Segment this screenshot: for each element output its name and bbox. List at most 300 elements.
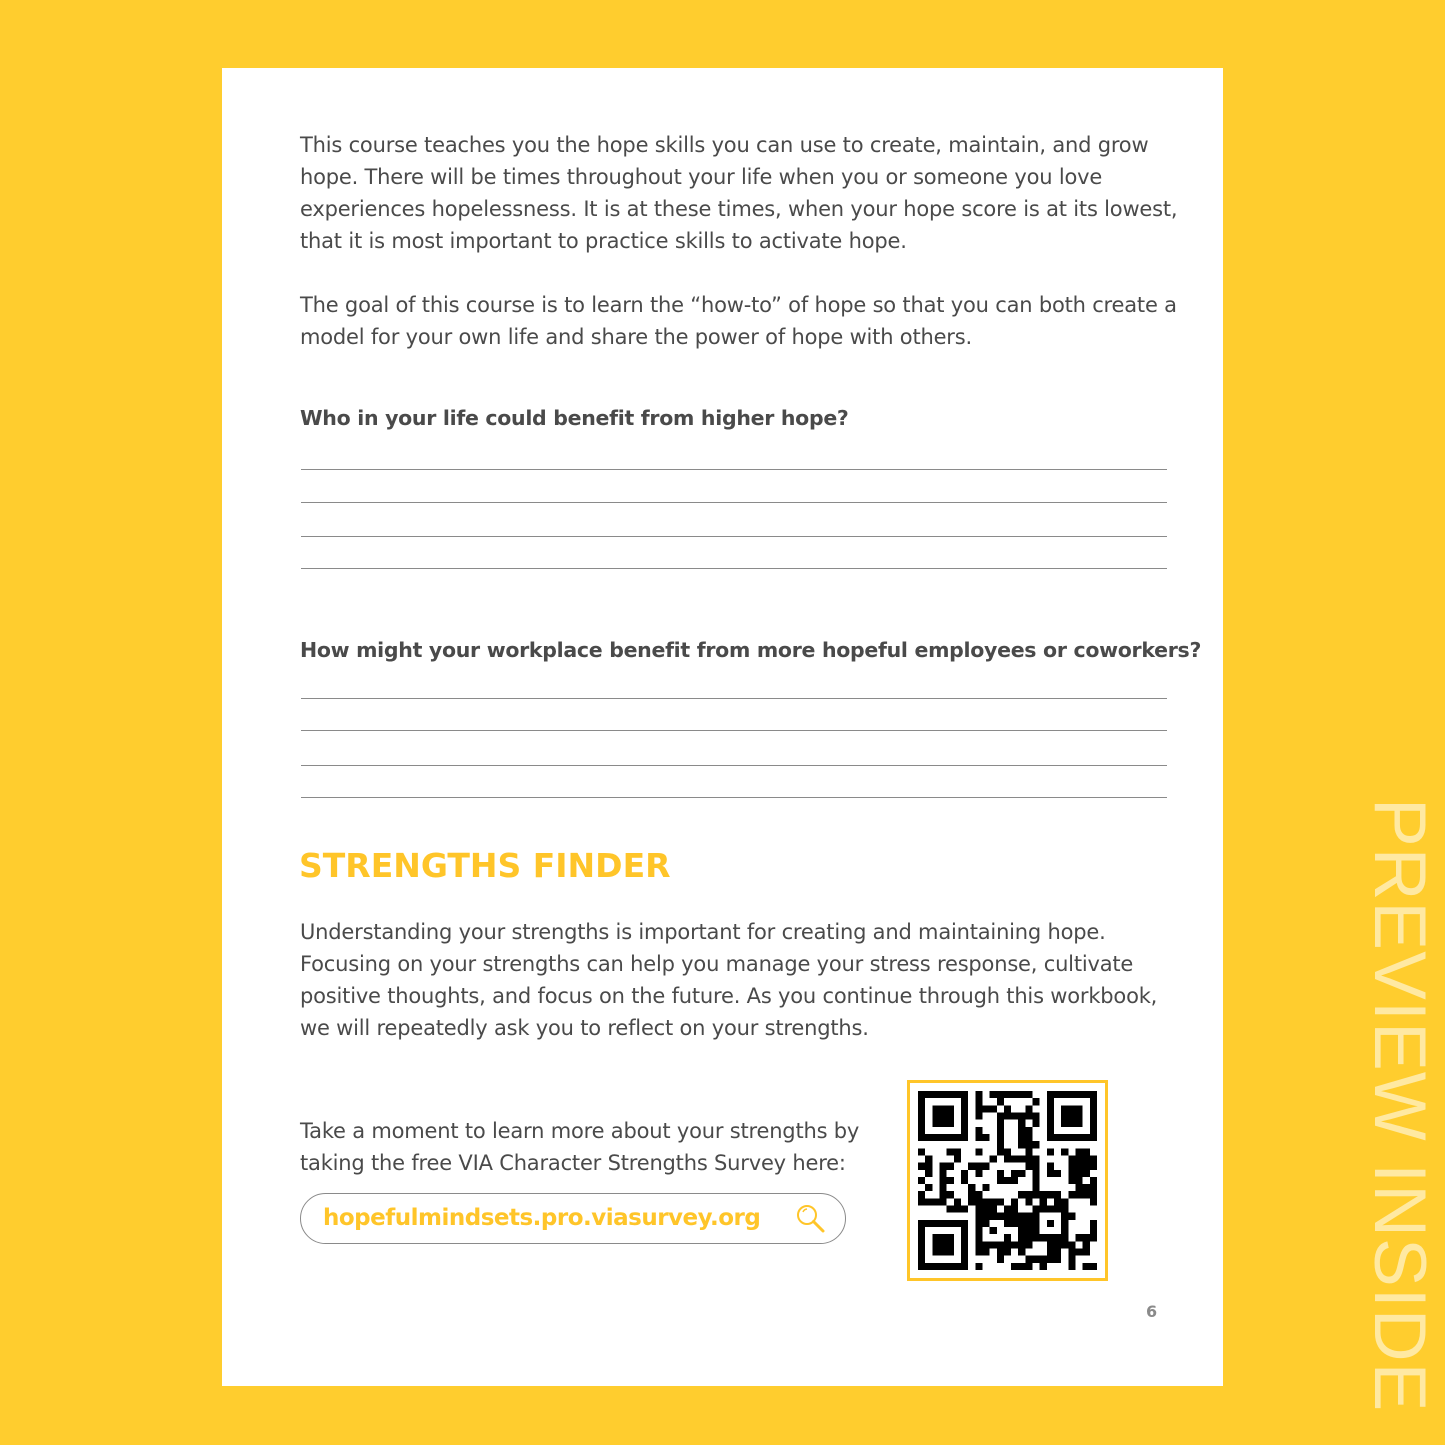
qr-module <box>918 1227 925 1234</box>
qr-module <box>1083 1163 1090 1170</box>
qr-module <box>968 1198 975 1205</box>
qr-module <box>1004 1213 1011 1220</box>
text-line: This course teaches you the hope skills you can use to create, maintain, and grow <box>300 133 1149 157</box>
search-icon <box>795 1203 827 1235</box>
qr-module <box>1040 1256 1047 1263</box>
qr-module <box>1047 1134 1054 1141</box>
qr-module <box>1033 1256 1040 1263</box>
text-line: we will repeatedly ask you to reflect on your strengths. <box>300 1016 869 1040</box>
qr-module <box>1047 1091 1054 1098</box>
qr-module <box>1076 1177 1083 1184</box>
qr-module <box>1090 1134 1097 1141</box>
qr-module <box>1004 1220 1011 1227</box>
qr-module <box>1011 1220 1018 1227</box>
page-number: 6 <box>1146 1302 1158 1321</box>
answer-line[interactable] <box>301 469 1167 470</box>
text-line: positive thoughts, and focus on the future. As you continue through this workbook, <box>300 984 1158 1008</box>
survey-instructions <box>300 1115 880 1179</box>
qr-module <box>918 1191 925 1198</box>
qr-module <box>1011 1241 1018 1248</box>
text-line: that it is most important to practice skills to activate hope. <box>300 229 907 253</box>
qr-module <box>1018 1091 1025 1098</box>
text-line: model for your own life and share the power of hope with others. <box>300 325 972 349</box>
qr-module <box>1076 1112 1083 1119</box>
qr-module <box>939 1112 946 1119</box>
qr-module <box>1047 1170 1054 1177</box>
qr-module <box>1025 1141 1032 1148</box>
text-line: experiences hopelessness. It is at these times, when your hope score is at its lowest, <box>300 197 1178 221</box>
qr-module <box>918 1112 925 1119</box>
qr-module <box>1025 1241 1032 1248</box>
qr-module <box>1047 1163 1054 1170</box>
qr-module <box>939 1263 946 1270</box>
qr-module <box>975 1105 982 1112</box>
qr-module <box>975 1241 982 1248</box>
qr-module <box>1054 1091 1061 1098</box>
qr-module <box>1083 1241 1090 1248</box>
qr-module <box>932 1234 939 1241</box>
qr-module <box>961 1256 968 1263</box>
qr-module <box>1083 1263 1090 1270</box>
qr-module <box>982 1213 989 1220</box>
qr-module <box>1047 1191 1054 1198</box>
qr-module <box>939 1163 946 1170</box>
text-line: Focusing on your strengths can help you manage your stress response, cultivate <box>300 952 1134 976</box>
qr-module <box>1054 1134 1061 1141</box>
qr-module <box>990 1241 997 1248</box>
qr-module <box>1061 1112 1068 1119</box>
qr-module <box>975 1163 982 1170</box>
qr-module <box>1054 1198 1061 1205</box>
qr-module <box>1033 1191 1040 1198</box>
qr-module <box>1083 1148 1090 1155</box>
qr-module <box>1090 1263 1097 1270</box>
qr-module <box>1004 1105 1011 1112</box>
qr-module <box>1061 1105 1068 1112</box>
qr-module <box>939 1220 946 1227</box>
qr-module <box>1025 1220 1032 1227</box>
qr-module <box>997 1091 1004 1098</box>
qr-module <box>918 1134 925 1141</box>
qr-module <box>1011 1112 1018 1119</box>
qr-code[interactable] <box>907 1080 1108 1281</box>
qr-module <box>925 1198 932 1205</box>
qr-module <box>947 1249 954 1256</box>
qr-module <box>1040 1198 1047 1205</box>
qr-module <box>925 1091 932 1098</box>
answer-line[interactable] <box>301 797 1167 798</box>
qr-module <box>918 1163 925 1170</box>
qr-module <box>954 1148 961 1155</box>
qr-module <box>990 1105 997 1112</box>
qr-module <box>990 1091 997 1098</box>
qr-module <box>982 1163 989 1170</box>
qr-module <box>1025 1091 1032 1098</box>
qr-module <box>1025 1198 1032 1205</box>
qr-module <box>1025 1148 1032 1155</box>
qr-module <box>1090 1155 1097 1162</box>
qr-module <box>1047 1241 1054 1248</box>
qr-module <box>1054 1206 1061 1213</box>
qr-module <box>1011 1091 1018 1098</box>
qr-module <box>1076 1191 1083 1198</box>
answer-line[interactable] <box>301 698 1167 699</box>
qr-module <box>975 1091 982 1098</box>
qr-module <box>1090 1198 1097 1205</box>
qr-module <box>997 1148 1004 1155</box>
qr-module <box>1004 1177 1011 1184</box>
qr-module <box>997 1198 1004 1205</box>
qr-module <box>1083 1184 1090 1191</box>
qr-module <box>925 1170 932 1177</box>
qr-module <box>1068 1112 1075 1119</box>
qr-module <box>939 1091 946 1098</box>
answer-line[interactable] <box>301 568 1167 569</box>
preview-inside-label: PREVIEW INSIDE <box>1359 798 1440 1413</box>
qr-module <box>982 1184 989 1191</box>
qr-module <box>1033 1184 1040 1191</box>
qr-module <box>1047 1120 1054 1127</box>
qr-module <box>997 1112 1004 1119</box>
qr-module <box>918 1120 925 1127</box>
qr-module <box>1018 1170 1025 1177</box>
qr-module <box>1011 1206 1018 1213</box>
qr-module <box>1068 1105 1075 1112</box>
qr-module <box>1004 1148 1011 1155</box>
qr-module <box>982 1249 989 1256</box>
qr-module <box>1061 1120 1068 1127</box>
qr-module <box>997 1249 1004 1256</box>
qr-module <box>1047 1148 1054 1155</box>
qr-module <box>947 1148 954 1155</box>
qr-module <box>939 1120 946 1127</box>
qr-module <box>1083 1155 1090 1162</box>
qr-module <box>961 1220 968 1227</box>
qr-module <box>990 1213 997 1220</box>
qr-module <box>975 1227 982 1234</box>
qr-module <box>1090 1191 1097 1198</box>
qr-module <box>918 1098 925 1105</box>
qr-module <box>982 1105 989 1112</box>
qr-module <box>1033 1112 1040 1119</box>
qr-module <box>954 1155 961 1162</box>
qr-module <box>1076 1091 1083 1098</box>
qr-module <box>1054 1249 1061 1256</box>
qr-module <box>997 1127 1004 1134</box>
qr-module <box>1090 1220 1097 1227</box>
qr-module <box>932 1249 939 1256</box>
qr-module <box>932 1120 939 1127</box>
qr-module <box>1004 1155 1011 1162</box>
qr-module <box>1033 1220 1040 1227</box>
qr-module <box>932 1105 939 1112</box>
qr-module <box>1018 1155 1025 1162</box>
qr-module <box>1018 1227 1025 1234</box>
qr-module <box>975 1170 982 1177</box>
qr-module <box>1061 1220 1068 1227</box>
text-line: Understanding your strengths is important for creating and maintaining hope. <box>300 920 1106 944</box>
qr-module <box>997 1098 1004 1105</box>
qr-module <box>1054 1234 1061 1241</box>
qr-module <box>1025 1163 1032 1170</box>
qr-module <box>961 1177 968 1184</box>
qr-module <box>939 1191 946 1198</box>
qr-module <box>1025 1263 1032 1270</box>
qr-module <box>1068 1155 1075 1162</box>
text-line: taking the free VIA Character Strengths Survey here: <box>300 1151 846 1175</box>
qr-module <box>1068 1249 1075 1256</box>
qr-module <box>997 1170 1004 1177</box>
qr-module <box>918 1127 925 1134</box>
qr-module <box>1090 1227 1097 1234</box>
qr-module <box>975 1213 982 1220</box>
qr-module <box>1040 1206 1047 1213</box>
qr-module <box>1068 1134 1075 1141</box>
qr-module <box>997 1134 1004 1141</box>
survey-url-bar[interactable] <box>300 1193 846 1244</box>
qr-module <box>947 1241 954 1248</box>
qr-module <box>947 1091 954 1098</box>
qr-module <box>1083 1234 1090 1241</box>
qr-module <box>961 1134 968 1141</box>
qr-module <box>1025 1155 1032 1162</box>
qr-module <box>947 1112 954 1119</box>
qr-module <box>947 1120 954 1127</box>
qr-module <box>939 1105 946 1112</box>
qr-module <box>939 1170 946 1177</box>
qr-module <box>975 1098 982 1105</box>
qr-module <box>1061 1198 1068 1205</box>
qr-module <box>1068 1256 1075 1263</box>
qr-module <box>961 1120 968 1127</box>
qr-module <box>975 1148 982 1155</box>
qr-module <box>1033 1098 1040 1105</box>
qr-module <box>939 1241 946 1248</box>
qr-module <box>918 1177 925 1184</box>
qr-module <box>1018 1241 1025 1248</box>
qr-module <box>990 1198 997 1205</box>
qr-module <box>1018 1220 1025 1227</box>
qr-module <box>1047 1220 1054 1227</box>
qr-module <box>1068 1163 1075 1170</box>
qr-module <box>982 1198 989 1205</box>
qr-module <box>1090 1177 1097 1184</box>
intro-paragraph-2 <box>300 289 1180 353</box>
qr-module <box>997 1256 1004 1263</box>
qr-module <box>954 1091 961 1098</box>
qr-module <box>1090 1105 1097 1112</box>
qr-module <box>1018 1263 1025 1270</box>
qr-module <box>1076 1120 1083 1127</box>
qr-module <box>968 1184 975 1191</box>
qr-module <box>1083 1170 1090 1177</box>
qr-module <box>990 1206 997 1213</box>
qr-module <box>1018 1249 1025 1256</box>
qr-module <box>975 1263 982 1270</box>
qr-module <box>1076 1163 1083 1170</box>
qr-module <box>1033 1141 1040 1148</box>
qr-module <box>947 1163 954 1170</box>
qr-module <box>1090 1163 1097 1170</box>
qr-module <box>1061 1206 1068 1213</box>
qr-module <box>1047 1127 1054 1134</box>
qr-module <box>1047 1206 1054 1213</box>
qr-module <box>997 1241 1004 1248</box>
qr-module <box>918 1198 925 1205</box>
question-2: How might your workplace benefit from more hopeful employees or coworkers? <box>300 638 1202 662</box>
qr-module <box>1076 1105 1083 1112</box>
qr-module <box>947 1177 954 1184</box>
qr-module <box>1047 1256 1054 1263</box>
qr-module <box>1047 1234 1054 1241</box>
qr-module <box>961 1227 968 1234</box>
strengths-paragraph <box>300 916 1180 1044</box>
qr-module <box>961 1170 968 1177</box>
qr-module <box>1018 1234 1025 1241</box>
qr-module <box>1061 1227 1068 1234</box>
qr-module <box>982 1220 989 1227</box>
qr-module <box>947 1134 954 1141</box>
qr-code-icon <box>918 1091 1097 1270</box>
qr-module <box>997 1177 1004 1184</box>
qr-module <box>932 1112 939 1119</box>
qr-module <box>918 1241 925 1248</box>
qr-module <box>925 1155 932 1162</box>
qr-module <box>1076 1148 1083 1155</box>
qr-module <box>990 1227 997 1234</box>
strengths-finder-heading: STRENGTHS FINDER <box>299 846 671 885</box>
qr-module <box>1040 1191 1047 1198</box>
qr-module <box>954 1134 961 1141</box>
qr-module <box>1004 1241 1011 1248</box>
question-1: Who in your life could benefit from higher hope? <box>300 406 849 430</box>
qr-module <box>1011 1170 1018 1177</box>
qr-module <box>1090 1234 1097 1241</box>
qr-module <box>939 1234 946 1241</box>
qr-module <box>939 1249 946 1256</box>
qr-module <box>961 1091 968 1098</box>
qr-module <box>1033 1206 1040 1213</box>
qr-module <box>1090 1112 1097 1119</box>
qr-module <box>1033 1120 1040 1127</box>
text-line: hope. There will be times throughout your life when you or someone you love <box>300 165 1103 189</box>
qr-module <box>1068 1177 1075 1184</box>
qr-module <box>1033 1227 1040 1234</box>
qr-module <box>954 1198 961 1205</box>
qr-module <box>1047 1112 1054 1119</box>
qr-module <box>947 1105 954 1112</box>
qr-module <box>982 1134 989 1141</box>
answer-line[interactable] <box>301 536 1167 537</box>
qr-module <box>932 1241 939 1248</box>
qr-module <box>961 1127 968 1134</box>
qr-module <box>1090 1184 1097 1191</box>
qr-module <box>932 1091 939 1098</box>
qr-module <box>1061 1234 1068 1241</box>
qr-module <box>1018 1127 1025 1134</box>
qr-module <box>1076 1249 1083 1256</box>
qr-module <box>1040 1263 1047 1270</box>
qr-module <box>947 1234 954 1241</box>
qr-module <box>932 1263 939 1270</box>
qr-module <box>1090 1127 1097 1134</box>
qr-module <box>1004 1206 1011 1213</box>
qr-module <box>975 1112 982 1119</box>
qr-module <box>1068 1213 1075 1220</box>
qr-module <box>1090 1098 1097 1105</box>
qr-module <box>1047 1249 1054 1256</box>
qr-module <box>1025 1112 1032 1119</box>
text-line: Take a moment to learn more about your strengths by <box>300 1119 860 1143</box>
qr-module <box>1004 1234 1011 1241</box>
qr-module <box>1090 1091 1097 1098</box>
qr-module <box>947 1263 954 1270</box>
qr-module <box>1068 1170 1075 1177</box>
qr-module <box>1025 1105 1032 1112</box>
qr-module <box>925 1134 932 1141</box>
qr-module <box>1068 1120 1075 1127</box>
qr-module <box>1033 1170 1040 1177</box>
qr-module <box>1018 1191 1025 1198</box>
qr-module <box>982 1206 989 1213</box>
qr-module <box>968 1163 975 1170</box>
qr-module <box>961 1234 968 1241</box>
qr-module <box>932 1198 939 1205</box>
answer-line[interactable] <box>301 730 1167 731</box>
qr-module <box>1076 1134 1083 1141</box>
qr-module <box>1061 1091 1068 1098</box>
qr-module <box>925 1184 932 1191</box>
qr-module <box>997 1213 1004 1220</box>
survey-url-link[interactable]: hopefulmindsets.pro.viasurvey.org <box>323 1205 761 1231</box>
qr-module <box>990 1155 997 1162</box>
qr-module <box>932 1220 939 1227</box>
qr-module <box>1033 1177 1040 1184</box>
qr-module <box>1076 1155 1083 1162</box>
qr-module <box>1090 1120 1097 1127</box>
qr-module <box>1083 1134 1090 1141</box>
qr-module <box>932 1134 939 1141</box>
answer-line[interactable] <box>301 502 1167 503</box>
qr-module <box>975 1249 982 1256</box>
qr-module <box>1068 1241 1075 1248</box>
qr-module <box>1025 1191 1032 1198</box>
qr-module <box>954 1220 961 1227</box>
qr-module <box>918 1091 925 1098</box>
qr-module <box>1054 1241 1061 1248</box>
qr-module <box>1025 1227 1032 1234</box>
qr-module <box>939 1184 946 1191</box>
qr-module <box>975 1234 982 1241</box>
qr-module <box>1018 1141 1025 1148</box>
qr-module <box>961 1112 968 1119</box>
qr-module <box>961 1249 968 1256</box>
qr-module <box>975 1127 982 1134</box>
qr-module <box>925 1220 932 1227</box>
qr-module <box>1054 1170 1061 1177</box>
qr-module <box>1068 1263 1075 1270</box>
qr-module <box>1083 1249 1090 1256</box>
qr-module <box>1054 1256 1061 1263</box>
qr-module <box>1068 1091 1075 1098</box>
qr-module <box>1076 1184 1083 1191</box>
qr-module <box>961 1263 968 1270</box>
qr-module <box>1047 1098 1054 1105</box>
qr-module <box>1076 1170 1083 1177</box>
qr-module <box>975 1198 982 1205</box>
answer-line[interactable] <box>301 765 1167 766</box>
qr-module <box>961 1098 968 1105</box>
